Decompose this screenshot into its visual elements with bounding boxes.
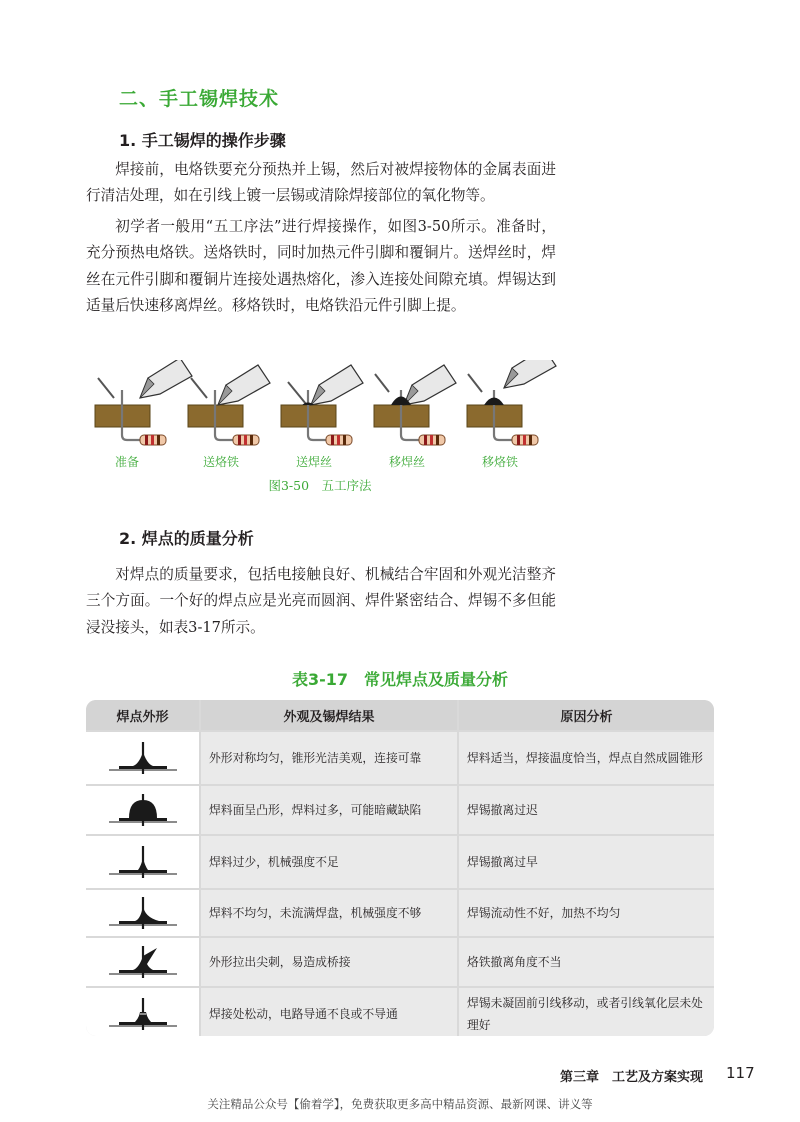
solder-joint-shape (86, 988, 199, 1036)
quality-table (86, 700, 714, 1036)
cause-cell: 焊锡未凝固前引线移动，或者引线氧化层未处理好 (459, 988, 714, 1036)
section-title: 二、手工锡焊技术 (119, 88, 280, 110)
solder-joint-shape (86, 732, 199, 784)
table-row (86, 836, 714, 888)
footer-note: 关注精品公众号【偷着学】，免费获取更多高中精品资源、最新网课、讲义等 (207, 1097, 593, 1111)
step-send-iron-drawing (188, 365, 270, 445)
solder-joint-shape (86, 890, 199, 936)
appearance-cell: 焊料面呈凸形，焊料过多，可能暗藏缺陷 (201, 786, 457, 834)
table-row (86, 938, 714, 986)
step-label-remove-solder: 移焊丝 (388, 455, 425, 469)
table-title: 表3-17 常见焊点及质量分析 (291, 670, 509, 689)
cause-cell: 焊锡流动性不好，加热不均匀 (459, 890, 714, 936)
appearance-cell: 焊料过少，机械强度不足 (201, 836, 457, 888)
header-appearance: 外观及锡焊结果 (201, 700, 457, 730)
solder-joint-loose-icon (99, 996, 187, 1032)
table-row (86, 988, 714, 1036)
solder-joint-uneven-icon (99, 895, 187, 931)
paragraph-quality: 对焊点的质量要求，包括电接触良好、机械结合牢固和外观光洁整齐三个方面。一个好的焊点应是光亮而圆润、焊件紧密结合、焊锡不多但能浸没接头，如表3-17所示。 (86, 566, 556, 636)
step-remove-solder-drawing (374, 365, 456, 445)
appearance-cell: 焊料不均匀，未流满焊盘，机械强度不够 (201, 890, 457, 936)
paragraph-preparation: 焊接前，电烙铁要充分预热并上锡，然后对被焊接物体的金属表面进行清洁处理，如在引线上镀一层锡或清除焊接部位的氧化物等。 (86, 161, 556, 205)
footer-chapter: 第三章 工艺及方案实现 (560, 1070, 704, 1085)
figure-caption: 图3-50 五工序法 (268, 478, 372, 493)
appearance-cell: 焊接处松动，电路导通不良或不导通 (201, 988, 457, 1036)
cause-cell: 烙铁撤离角度不当 (459, 938, 714, 986)
subsection-title-quality: 2. 焊点的质量分析 (119, 529, 254, 548)
solder-joint-shape (86, 938, 199, 986)
paragraph-five-step: 初学者一般用“五工序法”进行焊接操作，如图3-50所示。准备时，充分预热电烙铁。送烙铁时，同时加热元件引脚和覆铜片。送焊丝时，焊丝在元件引脚和覆铜片连接处遇热熔化，渗入连接处间隙充填。焊锡达到适量后快速移离焊丝。移烙铁时，电烙铁沿元件引脚上提。 (86, 218, 556, 315)
solder-joint-spike-icon (99, 944, 187, 980)
table-header-row (86, 700, 714, 730)
solder-joint-shape (86, 836, 199, 888)
solder-joint-shape (86, 786, 199, 834)
table-row (86, 732, 714, 784)
solder-joint-little-icon (99, 844, 187, 880)
solder-joint-convex-icon (99, 792, 187, 828)
subsection-title-steps: 1. 手工锡焊的操作步骤 (119, 131, 286, 150)
solder-joint-good-icon (99, 740, 187, 776)
step-label-remove-iron: 移烙铁 (481, 455, 518, 469)
table-row (86, 786, 714, 834)
step-label-send-solder: 送焊丝 (295, 455, 332, 469)
table-row (86, 890, 714, 936)
page-number: 117 (726, 1064, 755, 1082)
step-label-send-iron: 送烙铁 (202, 455, 239, 469)
step-prepare-drawing (95, 360, 192, 445)
appearance-cell: 外形对称均匀，锥形光洁美观，连接可靠 (201, 732, 457, 784)
cause-cell: 焊锡撤离过早 (459, 836, 714, 888)
header-cause: 原因分析 (459, 700, 714, 730)
step-label-prepare: 准备 (114, 455, 139, 469)
cause-cell: 焊锡撤离过迟 (459, 786, 714, 834)
cause-cell: 焊料适当，焊接温度恰当，焊点自然成圆锥形 (459, 732, 714, 784)
appearance-cell: 外形拉出尖刺，易造成桥接 (201, 938, 457, 986)
step-send-solder-drawing (281, 365, 363, 445)
step-remove-iron-drawing (467, 360, 556, 445)
header-shape: 焊点外形 (86, 700, 199, 730)
